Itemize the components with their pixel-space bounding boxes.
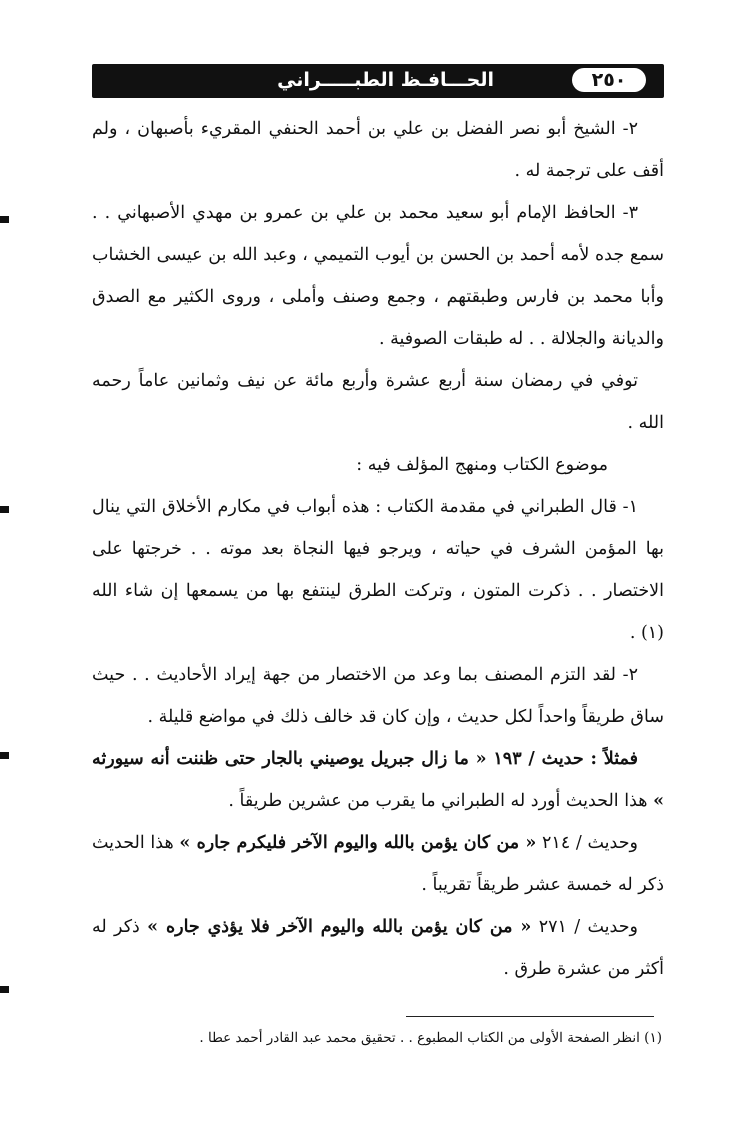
- paragraph: ٣- الحافظ الإمام أبو سعيد محمد بن علي بن عمرو بن مهدي الأصبهاني . . سمع جده لأمه أحمد بن الحسن بن أيوب التميمي ، وعبد الله بن عيسى الخشاب وأبا محمد بن فارس وطبقتهم ، وجمع وصنف وأملى ، وروى الكثير مع الصدق والديانة والجلالة . . له طبقات الصوفية .: [92, 203, 664, 349]
- hadith-text: فمثلاً : حديث / ١٩٣ « ما زال جبريل يوصيني بالجار حتى ظننت أنه سيورثه »: [92, 749, 664, 811]
- paragraph: ٢- الشيخ أبو نصر الفضل بن علي بن أحمد الحنفي المقريء بأصبهان ، ولم أقف على ترجمة له .: [92, 119, 664, 181]
- paragraph-text: ذكر له أكثر من عشرة طرق .: [92, 917, 664, 979]
- section-heading: موضوع الكتاب ومنهج المؤلف فيه :: [356, 455, 608, 475]
- paragraph-text: هذا الحديث ذكر له خمسة عشر طريقاً تقريباً .: [92, 833, 664, 895]
- binding-mark: [0, 752, 9, 759]
- page-body: [92, 108, 664, 990]
- paragraph: توفي في رمضان سنة أربع عشرة وأربع مائة عن نيف وثمانين عاماً رحمه الله .: [92, 371, 664, 433]
- footnote: (١) انظر الصفحة الأولى من الكتاب المطبوع . . تحقيق محمد عبد القادر أحمد عطا .: [199, 1030, 662, 1046]
- paragraph: ٢- لقد التزم المصنف بما وعد من الاختصار من جهة إيراد الأحاديث . . حيث ساق طريقاً واحداً لكل حديث ، وإن كان قد خالف ذلك في مواضع قليلة .: [92, 665, 664, 727]
- page-number: ٢٥٠: [572, 68, 646, 92]
- example-paragraph: [92, 906, 664, 990]
- running-header: [92, 64, 664, 98]
- hadith-ref: وحديث / ٢٧١: [531, 917, 638, 937]
- hadith-text: « من كان يؤمن بالله واليوم الآخر فليكرم جاره »: [179, 833, 537, 853]
- hadith-text: « من كان يؤمن بالله واليوم الآخر فلا يؤذي جاره »: [147, 917, 532, 937]
- paragraph-text: هذا الحديث أورد له الطبراني ما يقرب من عشرين طريقاً .: [228, 791, 654, 811]
- binding-mark: [0, 216, 9, 223]
- hadith-ref: وحديث / ٢١٤: [536, 833, 639, 853]
- paragraph: ١- قال الطبراني في مقدمة الكتاب : هذه أبواب في مكارم الأخلاق التي ينال بها المؤمن الشرف في حياته ، ويرجو فيها النجاة بعد موته . . خرجتها على الاختصار . . ذكرت المتون ، وتركت الطرق لينتفع بها من يسمعها إن شاء الله (١) .: [92, 497, 664, 643]
- header-title: الحـــافـظ الطبـــــراني: [277, 69, 494, 91]
- footnote-divider: [406, 1016, 654, 1017]
- example-paragraph: [92, 822, 664, 906]
- binding-mark: [0, 506, 9, 513]
- binding-mark: [0, 986, 9, 993]
- example-paragraph: [92, 738, 664, 822]
